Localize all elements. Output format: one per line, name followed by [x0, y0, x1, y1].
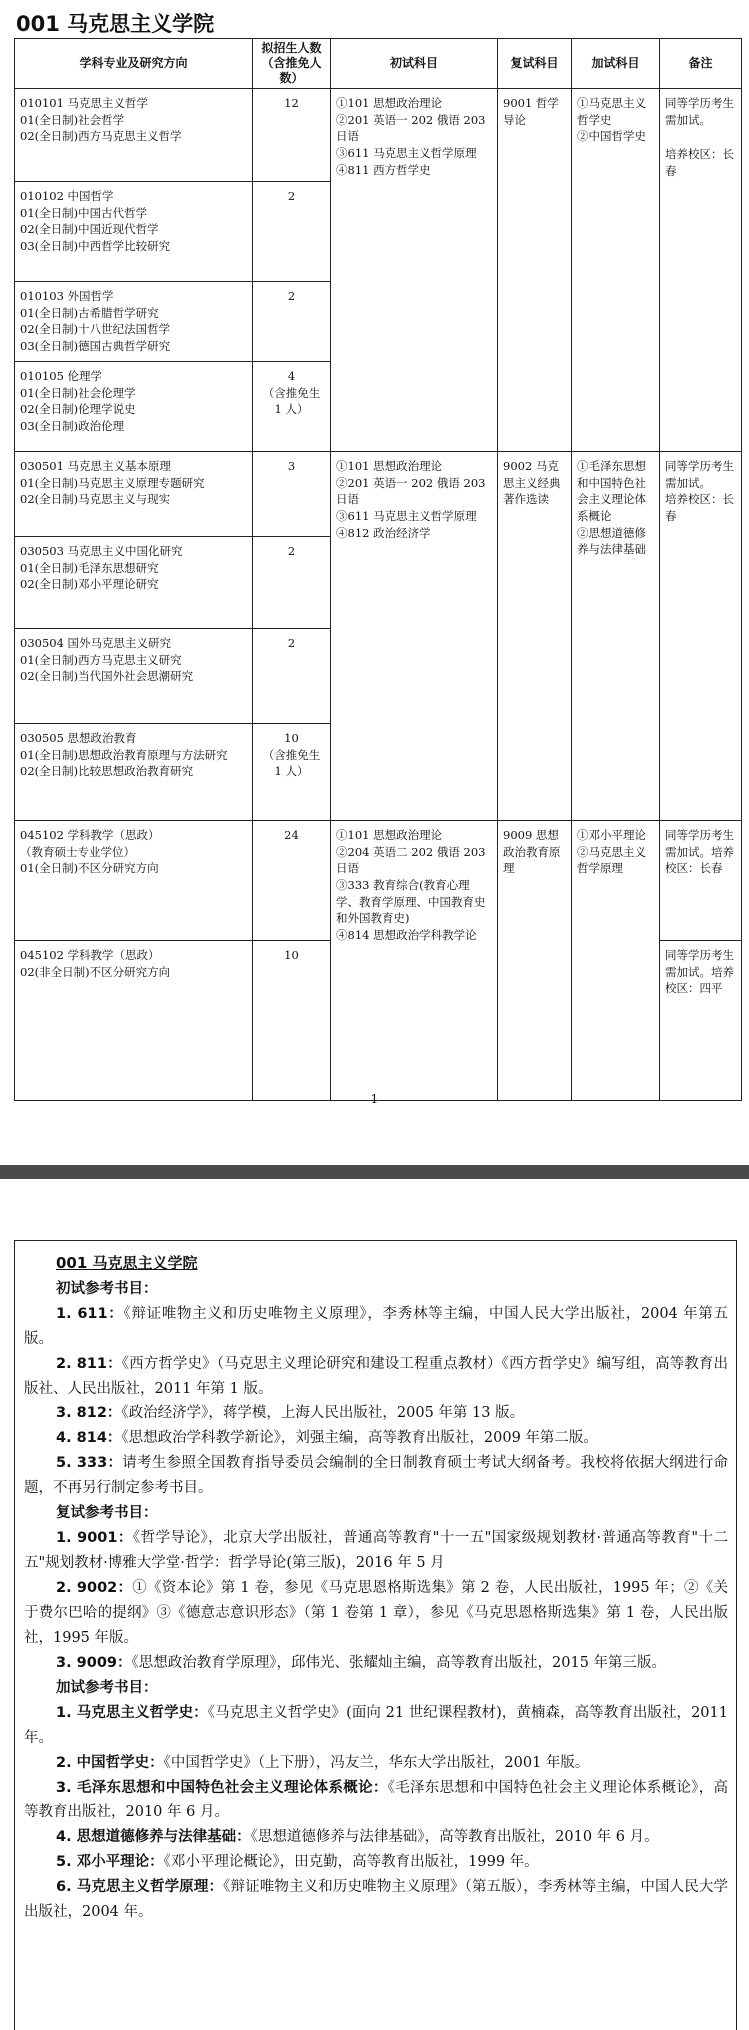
reference-key: 1. 9001： [56, 1530, 133, 1547]
reference-item [24, 1776, 728, 1826]
program-table-body [15, 89, 742, 1101]
page-number: 1 [370, 1092, 379, 1106]
program-line: 01(全日制)不区分研究方向 [20, 861, 159, 876]
reference-key: 2. 9002： [56, 1580, 133, 1597]
exam-subject: ③611 马克思主义哲学原理 [336, 146, 477, 161]
program-cell [15, 452, 253, 537]
program-line: 01(全日制)社会伦理学 [20, 385, 136, 400]
program-line: 02(全日制)当代国外社会思潮研究 [20, 669, 194, 684]
quota-cell [253, 537, 331, 629]
program-line: 045102 学科教学（思政） [20, 828, 160, 842]
program-line: 045102 学科教学（思政） [20, 948, 160, 962]
quota-cell [253, 821, 331, 941]
exam-subjects-cell [331, 452, 498, 821]
reference-text: 《思想政治教育学原理》，邱伟光、张耀灿主编，高等教育出版社，2015 年第三版。 [131, 1654, 667, 1671]
program-line: 030503 马克思主义中国化研究 [20, 544, 183, 558]
reference-text: 《马克思主义哲学史》(面向 21 世纪课程教材)，黄楠森，高等教育出版社，2011 年。 [24, 1704, 728, 1746]
quota-cell [253, 941, 331, 1101]
note-line: 同等学历考生需加试。培养校区：长春 [665, 828, 734, 876]
extra-subject: ①毛泽东思想和中国特色社会主义理论体系概论 [577, 459, 646, 524]
retest-subject: 9002 马克思主义经典著作选读 [503, 459, 561, 507]
program-line: 02(全日制)马克思主义与现实 [20, 492, 171, 507]
exam-subject: ③333 教育综合(教育心理学、教育学原理、中国教育史和外国教育史) [336, 878, 486, 926]
reference-key: 3. 9009： [56, 1654, 132, 1671]
quota-value: 12 [284, 96, 299, 110]
notes-cell [660, 89, 742, 452]
reference-key: 5. 邓小平理论： [56, 1854, 164, 1871]
exam-subject: ③611 马克思主义哲学原理 [336, 509, 477, 524]
program-cell [15, 89, 253, 182]
quota-value: 2 [287, 189, 296, 203]
program-line: 03(全日制)中西哲学比较研究 [20, 239, 171, 254]
quota-cell [253, 182, 331, 282]
program-line: 01(全日制)马克思主义原理专题研究 [20, 475, 205, 490]
reference-text: 《思想政治学科教学新论》，刘强主编，高等教育出版社，2009 年第二版。 [121, 1430, 598, 1447]
quota-value: 4 [287, 369, 296, 383]
note-line: 培养校区：长春 [665, 492, 734, 524]
retest-subject-cell [498, 89, 572, 452]
reference-text: 《思想道德修养与法律基础》，高等教育出版社，2010 年 6 月。 [250, 1829, 659, 1846]
exam-subject: ④812 政治经济学 [336, 525, 431, 540]
reference-text: 《中国哲学史》（上下册），冯友兰，华东大学出版社，2001 年版。 [163, 1754, 590, 1771]
extra-subjects-cell [572, 89, 660, 452]
reference-list [24, 1277, 728, 1925]
exam-subject: ②201 英语一 202 俄语 203 日语 [336, 112, 486, 144]
quota-value: 2 [287, 289, 296, 303]
program-table [14, 38, 742, 1101]
note-line: 同等学历考生需加试。 [665, 459, 734, 490]
reference-key: 3. 毛泽东思想和中国特色社会主义理论体系概论： [56, 1779, 388, 1796]
reference-title: 001 马克思主义学院 [56, 1254, 198, 1272]
reference-key: 3. 812： [56, 1405, 122, 1422]
note-line: 培养校区：长春 [665, 147, 734, 179]
program-cell [15, 629, 253, 724]
reference-item [24, 1875, 728, 1925]
reference-text: ①《资本论》第 1 卷，参见《马克思恩格斯选集》第 2 卷，人民出版社，1995 年；②《关于费尔巴哈的提纲》③《德意志意识形态》（第 1 卷第 1 章），参见《马克思恩格斯选集》第 1 卷，人民出版社，1995 年版。 [24, 1580, 728, 1646]
note-line: 同等学历考生需加试。培养校区：四平 [665, 948, 734, 996]
program-line: 01(全日制)毛泽东思想研究 [20, 560, 159, 575]
extra-subject: ①邓小平理论 [577, 828, 646, 842]
quota-value: 3 [287, 459, 296, 473]
program-line: 02(全日制)十八世纪法国哲学 [20, 322, 171, 337]
quota-cell [253, 362, 331, 452]
header-major: 学科专业及研究方向 [15, 39, 253, 89]
reference-text: 《邓小平理论概论》，田克勤，高等教育出版社，1999 年。 [163, 1854, 539, 1871]
exam-subject: ①101 思想政治理论 [336, 828, 443, 842]
reference-key: 4. 思想道德修养与法律基础： [56, 1829, 251, 1846]
quota-cell [253, 452, 331, 537]
reference-section-heading: 加试参考书目： [56, 1679, 158, 1696]
note-line: 同等学历考生需加试。 [665, 96, 734, 127]
extra-subject: ②思想道德修养与法律基础 [577, 525, 646, 557]
quota-value: （含推免生 1 人） [262, 385, 321, 417]
reference-text: 《辩证唯物主义和历史唯物主义原理》，李秀林等主编，中国人民大学出版社，2004 年第五版。 [24, 1305, 728, 1347]
program-line: 01(全日制)古希腊哲学研究 [20, 305, 159, 320]
extra-subjects-cell [572, 452, 660, 821]
program-cell [15, 941, 253, 1101]
table-row [15, 821, 742, 941]
reference-key: 2. 中国哲学史： [56, 1754, 164, 1771]
reference-item [24, 1451, 728, 1501]
reference-key: 6. 马克思主义哲学原理： [56, 1879, 224, 1896]
exam-subject: ②204 英语二 202 俄语 203 日语 [336, 844, 486, 876]
retest-subject: 9001 哲学导论 [503, 96, 559, 127]
retest-subject-cell [498, 452, 572, 821]
program-cell [15, 362, 253, 452]
program-line: 030504 国外马克思主义研究 [20, 636, 172, 650]
program-cell [15, 282, 253, 362]
notes-cell [660, 452, 742, 821]
extra-subject: ②中国哲学史 [577, 129, 646, 144]
quota-cell [253, 629, 331, 724]
header-extra: 加试科目 [572, 39, 660, 89]
reference-item [24, 1352, 728, 1402]
reference-key: 2. 811： [56, 1355, 122, 1372]
exam-subject: ①101 思想政治理论 [336, 96, 443, 110]
retest-subject: 9009 思想政治教育原理 [503, 828, 561, 876]
reference-section-heading: 初试参考书目： [56, 1280, 158, 1297]
quota-cell [253, 282, 331, 362]
table-row [15, 89, 742, 182]
reference-item [24, 1401, 728, 1426]
program-line: 02(非全日制)不区分研究方向 [20, 964, 171, 979]
reference-text: 《西方哲学史》（马克思主义理论研究和建设工程重点教材）《西方哲学史》编写组，高等教育出版社、人民出版社，2011 年第 1 版。 [24, 1355, 729, 1397]
page-divider [0, 1165, 749, 1179]
program-line: 010101 马克思主义哲学 [20, 96, 149, 110]
quota-value: 2 [287, 636, 296, 650]
program-line: 030505 思想政治教育 [20, 731, 137, 745]
quota-cell [253, 89, 331, 182]
quota-cell [253, 724, 331, 821]
reference-item [24, 1302, 728, 1352]
exam-subject: ④814 思想政治学科教学论 [336, 928, 477, 943]
program-line: 01(全日制)西方马克思主义研究 [20, 652, 182, 667]
program-line: 02(全日制)伦理学说史 [20, 402, 136, 417]
program-line: 03(全日制)德国古典哲学研究 [20, 339, 171, 354]
program-line: 02(全日制)比较思想政治教育研究 [20, 764, 194, 779]
exam-subjects-cell [331, 89, 498, 452]
reference-item [24, 1850, 728, 1875]
reference-box [14, 1240, 737, 2030]
reference-text: 《政治经济学》，蒋学模，上海人民出版社，2005 年第 13 版。 [121, 1405, 525, 1422]
program-line: 010105 伦理学 [20, 369, 103, 383]
reference-item [24, 1526, 728, 1576]
reference-item [24, 1576, 728, 1651]
header-exam: 初试科目 [331, 39, 498, 89]
program-line: 02(全日制)中国近现代哲学 [20, 222, 159, 237]
reference-text: 《毛泽东思想和中国特色社会主义理论体系概论》，高等教育出版社，2010 年 6 月。 [24, 1779, 728, 1821]
extra-subjects-cell [572, 821, 660, 1101]
reference-item [24, 1426, 728, 1451]
quota-value: 10 [284, 948, 299, 962]
extra-subject: ①马克思主义哲学史 [577, 96, 646, 127]
reference-key: 1. 马克思主义哲学史： [56, 1704, 208, 1721]
reference-item [24, 1825, 728, 1850]
retest-subject-cell [498, 821, 572, 1101]
program-line: 01(全日制)中国古代哲学 [20, 205, 148, 220]
program-cell [15, 182, 253, 282]
table-row [15, 452, 742, 537]
program-line: （教育硕士专业学位） [20, 844, 135, 859]
program-cell [15, 821, 253, 941]
program-line: 02(全日制)西方马克思主义哲学 [20, 129, 182, 144]
exam-subjects-cell [331, 821, 498, 1101]
header-quota: 拟招生人数（含推免人数） [253, 39, 331, 89]
reference-key: 4. 814： [56, 1430, 122, 1447]
quota-value: 2 [287, 544, 296, 558]
quota-value: （含推免生 1 人） [262, 747, 321, 779]
reference-text: 《辩证唯物主义和历史唯物主义原理》（第五版），李秀林等主编，中国人民大学出版社，2004 年。 [24, 1879, 728, 1921]
program-line: 030501 马克思主义基本原理 [20, 459, 172, 473]
quota-value: 24 [284, 828, 299, 842]
reference-key: 5. 333： [56, 1455, 123, 1472]
table-header-row [15, 39, 742, 89]
exam-subject: ④811 西方哲学史 [336, 162, 431, 177]
reference-text: 《哲学导论》，北京大学出版社，普通高等教育"十一五"国家级规划教材·普通高等教育"十二五"规划教材·博雅大学堂·哲学：哲学导论(第三版)，2016 年 5 月 [24, 1530, 728, 1572]
reference-section-heading: 复试参考书目： [56, 1505, 158, 1522]
quota-value: 10 [284, 731, 299, 745]
exam-subject: ②201 英语一 202 俄语 203 日语 [336, 475, 486, 507]
header-notes: 备注 [660, 39, 742, 89]
program-cell [15, 537, 253, 629]
notes-cell [660, 821, 742, 941]
program-line: 01(全日制)社会哲学 [20, 112, 125, 127]
reference-key: 1. 611： [56, 1305, 124, 1322]
program-line: 010103 外国哲学 [20, 289, 114, 303]
program-cell [15, 724, 253, 821]
reference-item [24, 1651, 728, 1676]
page-title: 001 马克思主义学院 [16, 12, 215, 36]
reference-item [24, 1701, 728, 1751]
reference-text: 请考生参照全国教育指导委员会编制的全日制教育硕士考试大纲备考。我校将依据大纲进行命题，不再另行制定参考书目。 [24, 1455, 728, 1497]
reference-item [24, 1751, 728, 1776]
extra-subject: ②马克思主义哲学原理 [577, 844, 646, 876]
program-line: 03(全日制)政治伦理 [20, 419, 125, 434]
program-line: 010102 中国哲学 [20, 189, 114, 203]
exam-subject: ①101 思想政治理论 [336, 459, 443, 473]
program-line: 02(全日制)邓小平理论研究 [20, 577, 159, 592]
header-retest: 复试科目 [498, 39, 572, 89]
notes-cell [660, 941, 742, 1101]
program-line: 01(全日制)思想政治教育原理与方法研究 [20, 747, 228, 762]
note-line [665, 128, 736, 146]
